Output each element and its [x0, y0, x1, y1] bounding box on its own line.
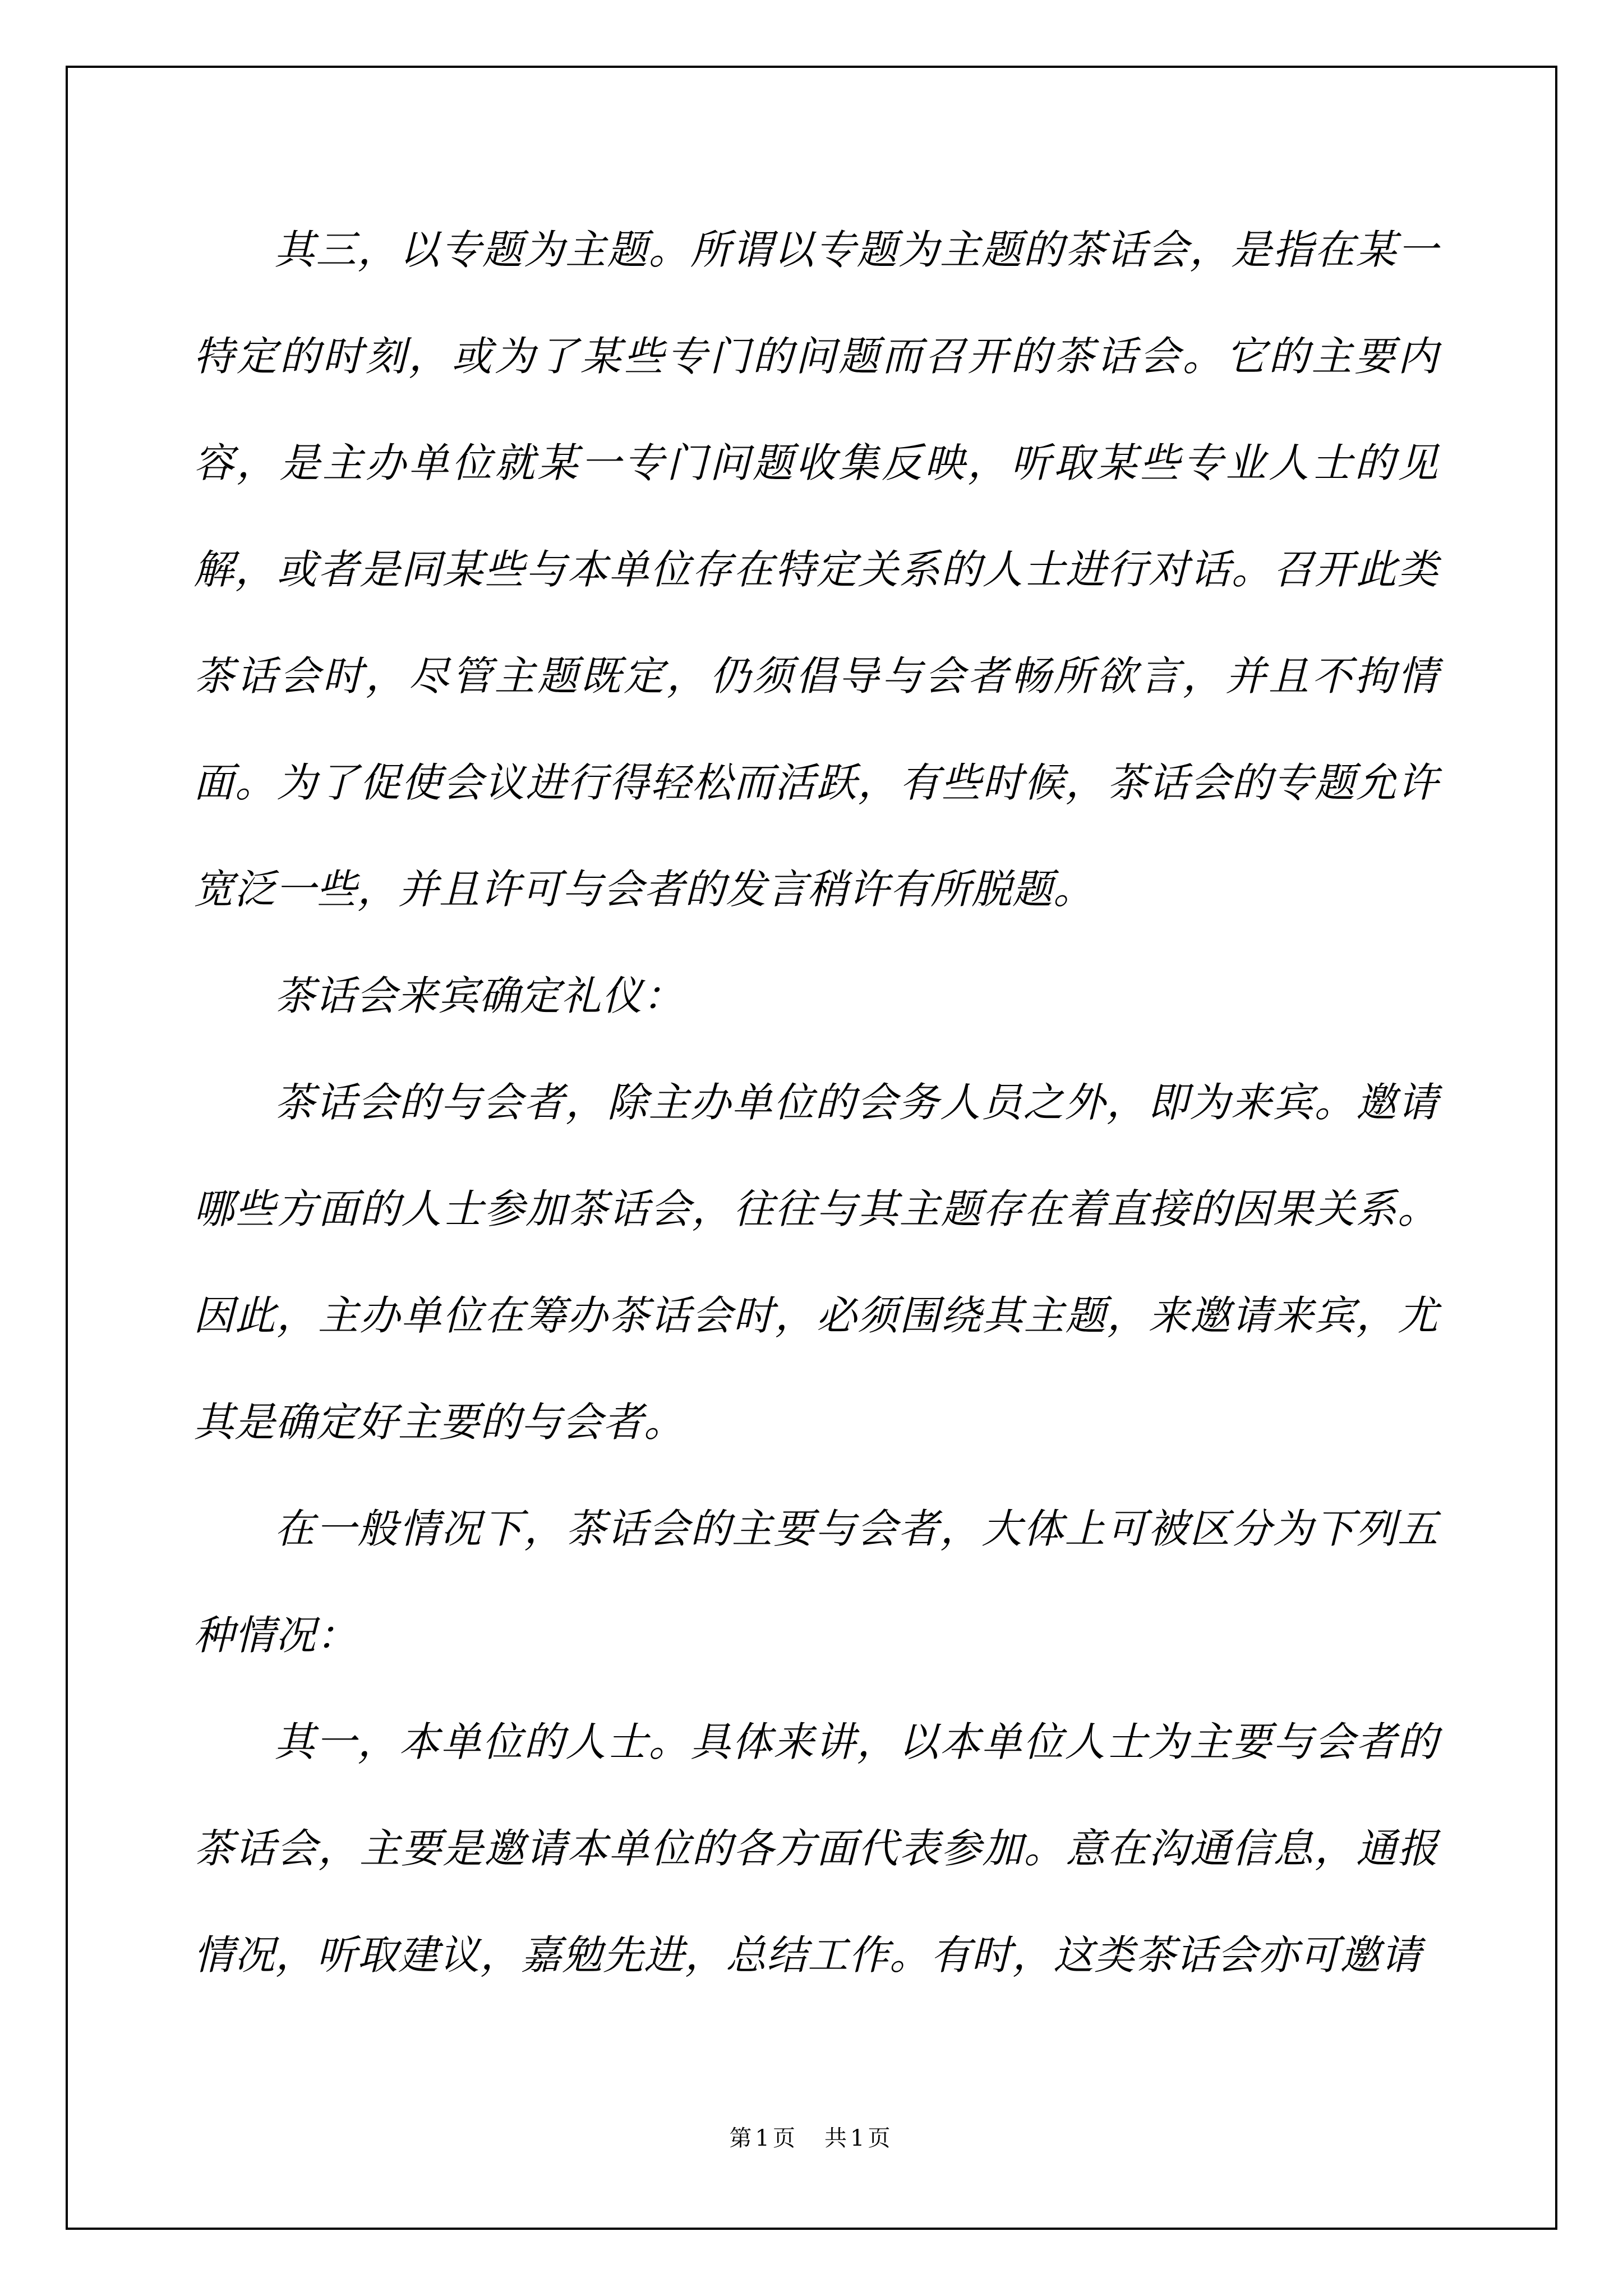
document-body	[193, 196, 1438, 2008]
paragraph: 茶话会来宾确定礼仪：	[274, 972, 684, 1019]
paragraph: 在一般情况下，茶话会的主要与会者，大体上可被区分为下列五种情况：	[193, 1505, 1438, 1659]
page-number-indicator: 第1页 共1页	[729, 2125, 894, 2151]
paragraph: 茶话会的与会者，除主办单位的会务人员之外，即为来宾。邀请哪些方面的人士参加茶话会，往往与其主题存在着直接的因果关系。因此，主办单位在筹办茶话会时，必须围绕其主题，来邀请来宾，尤其是确定好主要的与会者。	[193, 1079, 1438, 1446]
paragraph: 其三，以专题为主题。所谓以专题为主题的茶话会，是指在某一特定的时刻，或为了某些专门的问题而召开的茶话会。它的主要内容，是主办单位就某一专门问题收集反映，听取某些专业人士的见解，或者是同某些与本单位存在特定关系的人士进行对话。召开此类茶话会时，尽管主题既定，仍须倡导与会者畅所欲言，并且不拘情面。为了促使会议进行得轻松而活跃，有些时候，茶话会的专题允许宽泛一些，并且许可与会者的发言稍许有所脱题。	[193, 226, 1438, 913]
paragraph: 其一，本单位的人士。具体来讲，以本单位人士为主要与会者的茶话会，主要是邀请本单位的各方面代表参加。意在沟通信息，通报情况，听取建议，嘉勉先进，总结工作。有时，这类茶话会亦可邀请	[193, 1718, 1438, 1978]
